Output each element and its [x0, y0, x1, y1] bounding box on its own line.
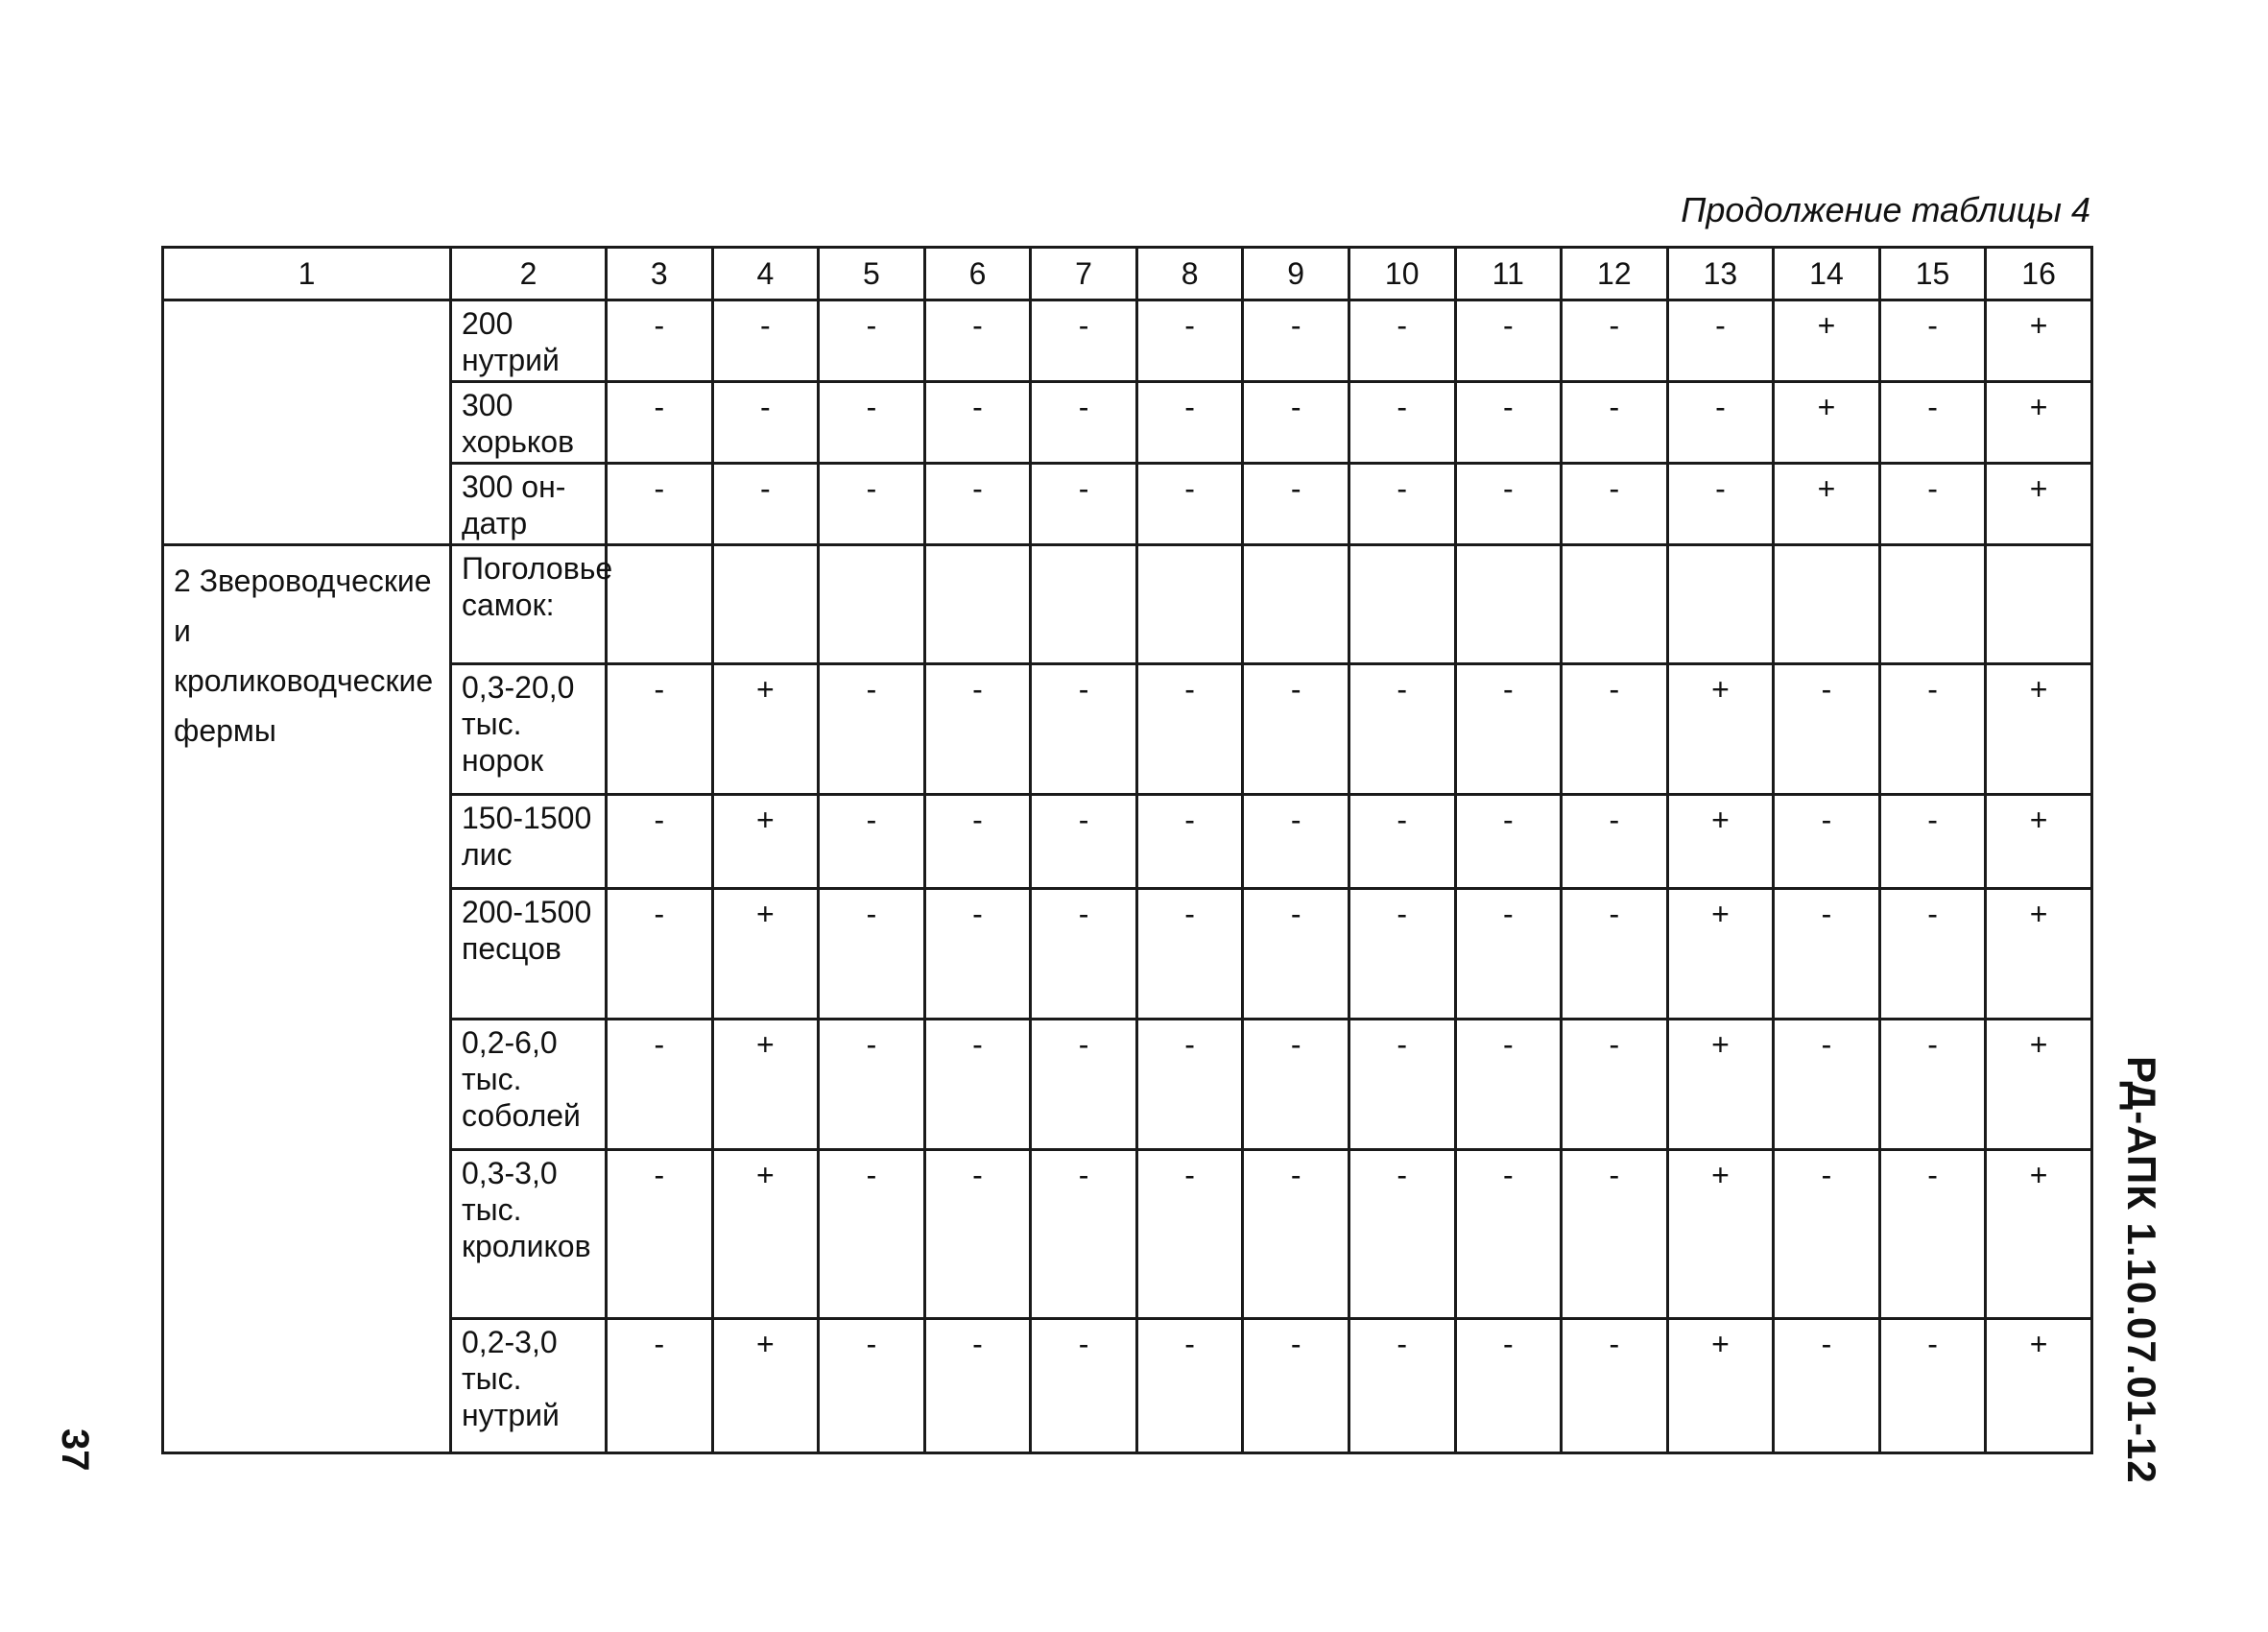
mark-cell: -	[1243, 1150, 1349, 1319]
column-header-15: 15	[1879, 248, 1986, 300]
mark-cell: -	[1349, 889, 1455, 1020]
mark-cell: -	[924, 382, 1031, 464]
mark-cell: -	[607, 1319, 713, 1453]
mark-cell	[1136, 545, 1243, 664]
mark-cell: -	[1243, 382, 1349, 464]
mark-cell: -	[1774, 795, 1880, 889]
mark-cell: +	[1774, 300, 1880, 382]
mark-cell: -	[819, 1150, 925, 1319]
mark-cell: -	[1774, 664, 1880, 795]
mark-cell: -	[1243, 1020, 1349, 1150]
mark-cell	[1243, 545, 1349, 664]
mark-cell: +	[712, 1020, 819, 1150]
mark-cell: -	[1455, 889, 1562, 1020]
column-header-3: 3	[607, 248, 713, 300]
table-row	[163, 795, 2092, 889]
item-cell: 300 он-датр	[451, 464, 607, 545]
mark-cell: -	[1562, 1319, 1668, 1453]
mark-cell: -	[1136, 1020, 1243, 1150]
mark-cell: -	[1667, 382, 1774, 464]
category-cell: 2 Звероводческие и кролиководческие фермы	[163, 545, 451, 1453]
mark-cell: -	[1879, 382, 1986, 464]
mark-cell: +	[1667, 1319, 1774, 1453]
mark-cell: -	[819, 889, 925, 1020]
mark-cell: +	[1986, 464, 2092, 545]
mark-cell: -	[1349, 382, 1455, 464]
mark-cell: -	[1562, 464, 1668, 545]
mark-cell: +	[1986, 382, 2092, 464]
mark-cell: +	[712, 889, 819, 1020]
mark-cell: -	[607, 889, 713, 1020]
item-cell: Поголовье самок:	[451, 545, 607, 664]
item-cell: 300 хорьков	[451, 382, 607, 464]
mark-cell: -	[924, 1020, 1031, 1150]
table-row	[163, 1020, 2092, 1150]
column-header-10: 10	[1349, 248, 1455, 300]
mark-cell: +	[1986, 664, 2092, 795]
column-header-16: 16	[1986, 248, 2092, 300]
mark-cell	[712, 545, 819, 664]
mark-cell: -	[1136, 1319, 1243, 1453]
page-number: 37	[54, 1428, 96, 1472]
mark-cell	[1774, 545, 1880, 664]
mark-cell: -	[924, 464, 1031, 545]
mark-cell: -	[1349, 1020, 1455, 1150]
mark-cell: -	[1879, 300, 1986, 382]
mark-cell: -	[1031, 464, 1137, 545]
column-header-11: 11	[1455, 248, 1562, 300]
mark-cell: +	[1986, 795, 2092, 889]
mark-cell: -	[1349, 1319, 1455, 1453]
mark-cell: -	[819, 1319, 925, 1453]
mark-cell: -	[1243, 464, 1349, 545]
document-code: РД-АПК 1.10.07.01-12	[2119, 1056, 2164, 1484]
mark-cell: -	[1774, 1319, 1880, 1453]
column-header-13: 13	[1667, 248, 1774, 300]
mark-cell: +	[712, 1319, 819, 1453]
mark-cell	[1879, 545, 1986, 664]
mark-cell: -	[819, 1020, 925, 1150]
mark-cell: +	[712, 664, 819, 795]
mark-cell: -	[1455, 1150, 1562, 1319]
mark-cell: -	[924, 1319, 1031, 1453]
mark-cell: -	[1455, 795, 1562, 889]
column-header-14: 14	[1774, 248, 1880, 300]
mark-cell: -	[1136, 464, 1243, 545]
mark-cell: -	[1136, 889, 1243, 1020]
mark-cell: -	[1243, 300, 1349, 382]
mark-cell: +	[1986, 300, 2092, 382]
mark-cell: -	[1879, 1150, 1986, 1319]
mark-cell: -	[1243, 795, 1349, 889]
mark-cell	[924, 545, 1031, 664]
mark-cell: -	[607, 664, 713, 795]
item-cell: 0,3-20,0 тыс. норок	[451, 664, 607, 795]
table-row	[163, 889, 2092, 1020]
mark-cell: -	[607, 382, 713, 464]
mark-cell: +	[1986, 1319, 2092, 1453]
mark-cell: -	[607, 300, 713, 382]
mark-cell	[1667, 545, 1774, 664]
column-header-12: 12	[1562, 248, 1668, 300]
mark-cell: -	[924, 300, 1031, 382]
data-table	[161, 246, 2093, 1454]
item-cell: 200 нутрий	[451, 300, 607, 382]
mark-cell: -	[712, 300, 819, 382]
mark-cell: -	[1774, 1150, 1880, 1319]
mark-cell: -	[819, 300, 925, 382]
mark-cell: -	[1136, 664, 1243, 795]
mark-cell: -	[607, 464, 713, 545]
table-row	[163, 1319, 2092, 1453]
mark-cell: -	[1243, 889, 1349, 1020]
column-header-9: 9	[1243, 248, 1349, 300]
table-body	[163, 300, 2092, 1453]
mark-cell: -	[1879, 464, 1986, 545]
mark-cell: +	[1986, 1020, 2092, 1150]
mark-cell: -	[1243, 1319, 1349, 1453]
column-header-6: 6	[924, 248, 1031, 300]
item-cell: 200-1500 песцов	[451, 889, 607, 1020]
category-cell	[163, 300, 451, 545]
mark-cell: -	[1879, 1020, 1986, 1150]
mark-cell: -	[1562, 889, 1668, 1020]
mark-cell: -	[1562, 1020, 1668, 1150]
mark-cell	[1455, 545, 1562, 664]
mark-cell: -	[1879, 664, 1986, 795]
item-cell: 0,3-3,0 тыс. кроликов	[451, 1150, 607, 1319]
mark-cell: +	[1667, 889, 1774, 1020]
mark-cell: -	[1349, 795, 1455, 889]
mark-cell	[1349, 545, 1455, 664]
mark-cell: -	[1349, 1150, 1455, 1319]
mark-cell: -	[1562, 1150, 1668, 1319]
mark-cell: -	[712, 464, 819, 545]
mark-cell: -	[1031, 664, 1137, 795]
item-cell: 0,2-3,0 тыс. нутрий	[451, 1319, 607, 1453]
column-header-1: 1	[163, 248, 451, 300]
mark-cell: +	[1774, 464, 1880, 545]
mark-cell: +	[1986, 1150, 2092, 1319]
column-header-8: 8	[1136, 248, 1243, 300]
table-header-row	[163, 248, 2092, 300]
mark-cell: -	[924, 795, 1031, 889]
mark-cell: -	[1562, 795, 1668, 889]
mark-cell: -	[1455, 1319, 1562, 1453]
mark-cell: +	[1667, 795, 1774, 889]
column-header-2: 2	[451, 248, 607, 300]
table-row	[163, 382, 2092, 464]
mark-cell: -	[1136, 1150, 1243, 1319]
mark-cell: -	[1455, 1020, 1562, 1150]
mark-cell: -	[1774, 1020, 1880, 1150]
mark-cell	[1031, 545, 1137, 664]
mark-cell: -	[607, 795, 713, 889]
mark-cell: -	[1349, 464, 1455, 545]
mark-cell: -	[1562, 664, 1668, 795]
mark-cell: -	[1562, 382, 1668, 464]
mark-cell: -	[607, 1020, 713, 1150]
mark-cell	[1986, 545, 2092, 664]
mark-cell: +	[1667, 1150, 1774, 1319]
mark-cell: -	[1031, 300, 1137, 382]
mark-cell: -	[1031, 1150, 1137, 1319]
mark-cell: -	[1455, 300, 1562, 382]
item-cell: 150-1500 лис	[451, 795, 607, 889]
item-cell: 0,2-6,0 тыс. соболей	[451, 1020, 607, 1150]
mark-cell: -	[819, 464, 925, 545]
mark-cell: -	[819, 664, 925, 795]
mark-cell: -	[1136, 300, 1243, 382]
mark-cell: -	[712, 382, 819, 464]
mark-cell: -	[1136, 795, 1243, 889]
mark-cell: +	[1667, 1020, 1774, 1150]
mark-cell: -	[1349, 300, 1455, 382]
mark-cell: -	[1136, 382, 1243, 464]
mark-cell: -	[1879, 1319, 1986, 1453]
mark-cell: +	[712, 1150, 819, 1319]
mark-cell: -	[924, 889, 1031, 1020]
mark-cell: -	[1879, 795, 1986, 889]
mark-cell: -	[1455, 664, 1562, 795]
table-row	[163, 1150, 2092, 1319]
mark-cell: +	[712, 795, 819, 889]
mark-cell: -	[1349, 664, 1455, 795]
mark-cell: -	[1667, 464, 1774, 545]
mark-cell	[819, 545, 925, 664]
mark-cell: +	[1986, 889, 2092, 1020]
mark-cell: -	[924, 664, 1031, 795]
mark-cell: -	[1455, 464, 1562, 545]
mark-cell: -	[1031, 1020, 1137, 1150]
table-row	[163, 545, 2092, 664]
mark-cell: -	[819, 795, 925, 889]
mark-cell: -	[1243, 664, 1349, 795]
mark-cell: -	[1562, 300, 1668, 382]
mark-cell: -	[1031, 1319, 1137, 1453]
mark-cell: +	[1667, 664, 1774, 795]
column-header-4: 4	[712, 248, 819, 300]
table-row	[163, 300, 2092, 382]
mark-cell: -	[1031, 382, 1137, 464]
mark-cell: -	[1667, 300, 1774, 382]
mark-cell: -	[819, 382, 925, 464]
mark-cell: -	[1879, 889, 1986, 1020]
mark-cell	[607, 545, 713, 664]
column-header-7: 7	[1031, 248, 1137, 300]
table-caption: Продолжение таблицы 4	[1681, 190, 2090, 229]
mark-cell: -	[607, 1150, 713, 1319]
mark-cell: -	[1031, 795, 1137, 889]
mark-cell: -	[1455, 382, 1562, 464]
table-row	[163, 664, 2092, 795]
table-row	[163, 464, 2092, 545]
mark-cell	[1562, 545, 1668, 664]
mark-cell: -	[1774, 889, 1880, 1020]
column-header-5: 5	[819, 248, 925, 300]
mark-cell: -	[924, 1150, 1031, 1319]
mark-cell: +	[1774, 382, 1880, 464]
mark-cell: -	[1031, 889, 1137, 1020]
